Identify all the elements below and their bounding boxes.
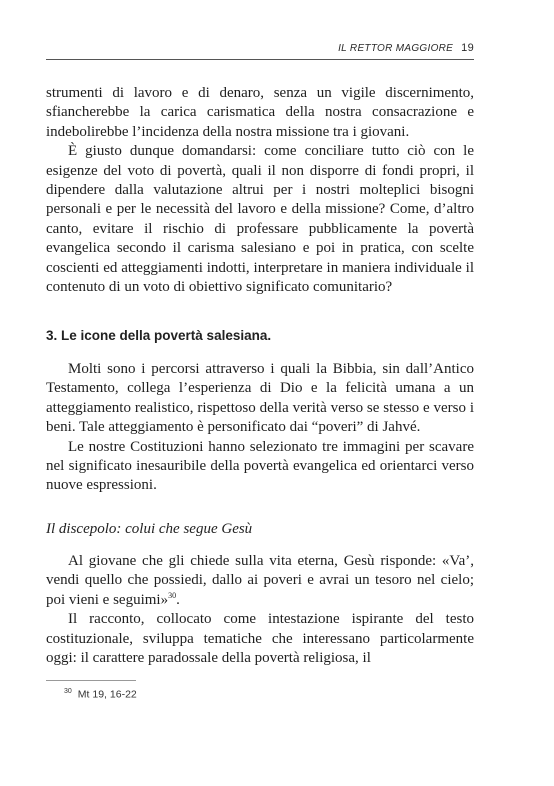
footnote — [64, 688, 137, 701]
subheading: Il discepolo: colui che segue Gesù — [46, 521, 253, 537]
running-header — [46, 42, 474, 54]
footnote-reference[interactable]: 30 — [168, 590, 177, 600]
footnote-marker: 30 — [64, 688, 72, 695]
text-block-3 — [46, 552, 474, 668]
section-heading: 3. Le icone della povertà salesiana. — [46, 328, 272, 343]
footnote-rule — [46, 680, 136, 681]
paragraph-1: strumenti di lavoro e di denaro, senza un vigile discernimento, sfiancherebbe la carica carismatica della nostra consacrazione e indebolirebbe l’incidenza della nostra missione tra i giovani. — [46, 85, 474, 140]
paragraph-2: È giusto dunque domandarsi: come conciliare tutto ciò con le esigenze del voto di povertà, quali il non disporre di fondi propri, il dipendere dalla valutazione altrui per i nostri molteplici bisogni personali e per le necessità del lavoro e della missione? Come, d’altro canto, evitare il rischio di professare pubblicamente la povertà evangelica secondo il carisma salesiano e poi in pratica, con scelte coscienti ed atteggiamenti indotti, interpretare in maniera individuale il contenuto di un voto di obiettivo significato comunitario? — [46, 143, 474, 296]
page-number: 19 — [461, 42, 474, 54]
paragraph-4: Le nostre Costituzioni hanno selezionato tre immagini per scavare nel significato inesauribile della povertà evangelica ed orientarci verso nuove espressioni. — [46, 438, 474, 494]
paragraph-6: Il racconto, collocato come intestazione ispirante del testo costituzionale, sviluppa tematiche che interessano particolarmente oggi: il carattere paradossale della povertà religiosa, il — [46, 611, 474, 667]
paragraph-5-end: . — [176, 591, 180, 608]
paragraph-5 — [46, 552, 474, 610]
paragraph-5-text: Al giovane che gli chiede sulla vita eterna, Gesù risponde: «Va’, vendi quello che possiedi, dallo ai poveri e avrai un tesoro nel cielo; poi vieni e seguimi» — [46, 553, 474, 608]
footnote-text: Mt 19, 16-22 — [77, 688, 137, 701]
running-title: IL RETTOR MAGGIORE — [338, 43, 454, 54]
text-block-1 — [46, 84, 474, 297]
header-rule — [46, 59, 474, 60]
paragraph-3: Molti sono i percorsi attraverso i quali la Bibbia, sin dall’Antico Testamento, collega l’esperienza di Dio e la felicità umana a un atteggiamento realistico, rispettoso della verità verso se stesso e verso i beni. Tale atteggiamento è personificato dai “poveri” di Jahvé. — [46, 361, 474, 436]
text-block-2 — [46, 360, 474, 496]
